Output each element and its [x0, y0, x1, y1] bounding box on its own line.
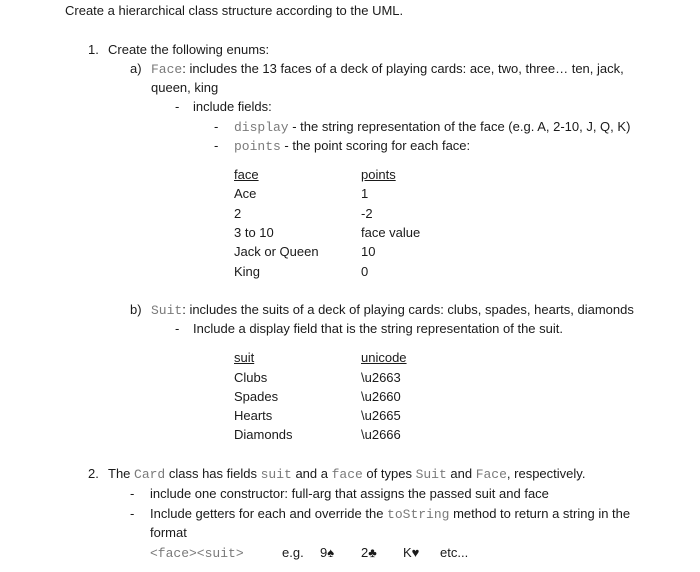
suit-table-cell: Diamonds — [234, 427, 293, 442]
face-table-cell: Ace — [234, 186, 257, 201]
suit-table-cell: \u2666 — [361, 427, 401, 442]
display-field-code: display — [234, 120, 289, 135]
example-card: 9♠ — [320, 545, 335, 560]
face-type-code: Face — [475, 467, 507, 482]
points-field-code: points — [234, 139, 281, 154]
face-field-code: face — [331, 467, 363, 482]
example-card: 2♣ — [361, 545, 377, 560]
intro-text: Create a hierarchical class structure according to the UML. — [65, 3, 404, 18]
eg-label: e.g. — [282, 545, 304, 560]
suit-enum-code: Suit — [151, 303, 183, 318]
face-table-cell: 0 — [361, 264, 369, 279]
item2-text — [108, 466, 585, 483]
bullet-dash: - — [130, 506, 135, 521]
points-field-desc: - the point scoring for each face: — [280, 138, 471, 153]
constructor-requirement: include one constructor: full-arg that assigns the passed suit and face — [150, 486, 549, 501]
suit-enum-desc: : includes the suits of a deck of playing cards: clubs, spades, hearts, diamonds — [182, 302, 634, 317]
suit-field-code: suit — [260, 467, 292, 482]
item1b-marker: b) — [130, 302, 142, 317]
bullet-dash: - — [130, 486, 135, 501]
item2-text-part: , respectively. — [506, 466, 586, 481]
face-table-header-points: points — [361, 167, 396, 182]
example-card: K♥ — [403, 545, 420, 560]
face-table-cell: 2 — [234, 206, 242, 221]
suit-table-cell: Spades — [234, 389, 279, 404]
getters-text-part: method to return a string in the — [449, 506, 631, 521]
bullet-dash: - — [214, 119, 219, 134]
face-table-cell: Jack or Queen — [234, 244, 319, 259]
item1a-text — [151, 61, 624, 78]
include-fields-text: include fields: — [193, 99, 272, 114]
suit-table-header-suit: suit — [234, 350, 255, 365]
face-table-cell: face value — [361, 225, 421, 240]
face-enum-code: Face — [151, 62, 183, 77]
face-enum-desc: : includes the 13 faces of a deck of playing cards: ace, two, three… ten, jack, — [182, 61, 624, 76]
etc-label: etc... — [440, 545, 469, 560]
item1b-text — [151, 302, 634, 319]
face-table-header-face: face — [234, 167, 259, 182]
face-table-cell: 10 — [361, 244, 376, 259]
format-line — [150, 545, 244, 562]
display-field-line — [234, 119, 630, 136]
points-field-line — [234, 138, 470, 155]
suit-table-cell: Clubs — [234, 370, 268, 385]
suit-table-cell: Hearts — [234, 408, 273, 423]
item2-text-part: class has fields — [165, 466, 261, 481]
getters-requirement — [150, 506, 630, 523]
bullet-dash: - — [214, 138, 219, 153]
suit-table-cell: \u2665 — [361, 408, 401, 423]
format-code: <face><suit> — [150, 546, 244, 561]
format-word: format — [150, 525, 187, 540]
face-table-cell: King — [234, 264, 261, 279]
suit-table-cell: \u2660 — [361, 389, 401, 404]
item2-text-part: of types — [362, 466, 416, 481]
face-table-cell: 3 to 10 — [234, 225, 274, 240]
item2-text-part: and a — [291, 466, 332, 481]
suit-display-field-text: Include a display field that is the string representation of the suit. — [193, 321, 563, 336]
suit-type-code: Suit — [415, 467, 447, 482]
item2-text-part: and — [446, 466, 476, 481]
display-field-desc: - the string representation of the face (e.g. A, 2-10, J, Q, K) — [288, 119, 631, 134]
face-table-cell: -2 — [361, 206, 373, 221]
item2-number: 2. — [88, 466, 99, 481]
item2-text-part: The — [108, 466, 135, 481]
getters-text-part: Include getters for each and override the — [150, 506, 388, 521]
item1-number: 1. — [88, 42, 99, 57]
item1-title: Create the following enums: — [108, 42, 270, 57]
suit-table-header-unicode: unicode — [361, 350, 407, 365]
face-table-cell: 1 — [361, 186, 369, 201]
suit-table-cell: \u2663 — [361, 370, 401, 385]
card-class-code: Card — [134, 467, 166, 482]
item1a-marker: a) — [130, 61, 142, 76]
bullet-dash: - — [175, 99, 180, 114]
bullet-dash: - — [175, 321, 180, 336]
face-enum-desc-line2: queen, king — [151, 80, 219, 95]
tostring-code: toString — [387, 507, 450, 522]
